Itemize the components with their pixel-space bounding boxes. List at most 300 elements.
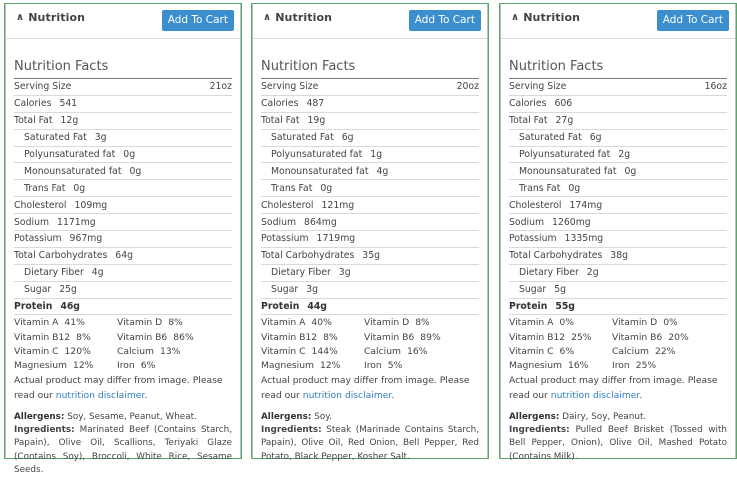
vitamin-value: 20% <box>668 331 689 343</box>
nutrient-label-text: Total Fat <box>509 115 548 127</box>
nutrient-value: 0g <box>624 165 637 177</box>
disclaimer-text: Actual product may differ from image. Please read our nutrition disclaimer. <box>261 375 470 401</box>
nutrient-value: 38g <box>610 250 629 262</box>
vitamin-label: Vitamin B6 <box>612 331 663 343</box>
vitamin-cell <box>364 317 479 328</box>
ingredients-label: Ingredients: <box>509 425 570 436</box>
chevron-up-icon[interactable]: ∧ <box>16 12 25 23</box>
nutrient-value: 6g <box>589 132 602 144</box>
vitamin-value: 13% <box>159 345 181 357</box>
section-title-text: Nutrition <box>28 11 86 24</box>
vitamin-label: Vitamin D <box>364 317 410 329</box>
nutrient-value: 4g <box>91 267 104 279</box>
nutrient-label-text: Total Carbohydrates <box>14 250 108 262</box>
nutrient-label-text: Protein <box>14 301 53 313</box>
ingredients-text <box>509 424 727 464</box>
nutrient-row <box>14 231 232 248</box>
allergens-value: Soy, Sesame, Peanut, Wheat. <box>67 412 197 423</box>
disclaimer-body: Actual product may differ from image. Please read our <box>261 375 470 401</box>
nutrient-row <box>261 265 479 282</box>
nutrient-label <box>261 166 479 177</box>
nutrient-row <box>509 163 727 180</box>
vitamin-label: Vitamin C <box>14 345 59 357</box>
header-divider <box>253 38 487 39</box>
nutrition-panel <box>251 3 489 462</box>
nutrient-value: 541 <box>59 98 78 110</box>
nutrient-label <box>261 98 479 109</box>
disclaimer-body: Actual product may differ from image. Please read our <box>14 375 223 401</box>
nutrient-value: 19g <box>307 115 326 127</box>
section-title-text: Nutrition <box>523 11 581 24</box>
nutrient-label <box>14 183 232 194</box>
vitamin-label: Magnesium <box>261 360 314 372</box>
nutrient-label-text: Potassium <box>509 233 557 245</box>
nutrient-row <box>509 130 727 147</box>
nutrient-label <box>14 284 232 295</box>
nutrient-label-text: Monounsaturated fat <box>519 165 617 177</box>
nutrient-label <box>509 183 727 194</box>
nutrient-row <box>14 130 232 147</box>
vitamin-label: Vitamin A <box>261 317 306 329</box>
nutrient-row <box>509 197 727 214</box>
section-title[interactable] <box>263 11 332 24</box>
nutrient-row <box>509 265 727 282</box>
nutrient-value: 606 <box>554 98 573 110</box>
nutrient-value: 44g <box>307 301 327 313</box>
nutrient-row <box>261 130 479 147</box>
nutrient-label-text: Monounsaturated fat <box>271 165 369 177</box>
allergens-label: Allergens: <box>261 412 312 423</box>
vitamin-row <box>14 344 232 358</box>
vitamin-label: Iron <box>364 360 382 372</box>
ingredients-text <box>14 424 232 477</box>
nutrient-value: 0g <box>123 149 136 160</box>
nutrient-label-text: Sugar <box>519 284 547 296</box>
nutrient-label <box>509 132 727 143</box>
nutrient-label-text: Saturated Fat <box>24 132 87 144</box>
nutrient-label <box>14 115 232 126</box>
nutrient-row <box>261 197 479 214</box>
nutrition-disclaimer-link[interactable]: nutrition disclaimer <box>302 389 392 401</box>
disclaimer-body: Actual product may differ from image. Please read our <box>509 375 718 401</box>
nutrient-value: 1g <box>370 149 383 160</box>
nutrient-value: 46g <box>60 301 80 313</box>
nutrient-label-text: Trans Fat <box>519 182 561 194</box>
nutrient-label-text: Serving Size <box>261 81 319 93</box>
nutrient-label-text: Trans Fat <box>271 182 313 194</box>
nutrient-value: 6g <box>341 132 354 144</box>
nutrient-label-text: Sodium <box>509 216 545 228</box>
nutrient-value: 5g <box>554 284 567 296</box>
nutrient-label-text: Sodium <box>14 216 50 228</box>
nutrient-row <box>509 299 727 316</box>
nutrient-row <box>14 113 232 130</box>
nutrient-row <box>261 214 479 231</box>
nutrient-row <box>261 248 479 265</box>
vitamin-label: Vitamin C <box>509 345 554 357</box>
nutrient-label-text: Cholesterol <box>14 199 67 211</box>
vitamin-cell <box>364 346 479 357</box>
nutrient-label <box>509 301 727 312</box>
vitamin-cell <box>261 332 364 343</box>
vitamin-label: Vitamin B6 <box>117 331 168 343</box>
nutrient-value: 4g <box>376 165 389 177</box>
nutrient-label-text: Polyunsaturated fat <box>519 149 611 160</box>
vitamin-label: Vitamin B12 <box>261 331 318 343</box>
add-to-cart-button[interactable]: Add To Cart <box>162 10 234 31</box>
vitamin-cell <box>509 317 612 328</box>
vitamin-label: Magnesium <box>14 360 67 372</box>
chevron-up-icon[interactable]: ∧ <box>511 12 520 23</box>
nutrition-facts-title: Nutrition Facts <box>14 59 109 74</box>
nutrient-row <box>14 79 232 96</box>
nutrient-value: 21oz <box>209 81 232 93</box>
nutrient-label <box>261 200 479 211</box>
nutrition-header[interactable] <box>501 4 735 34</box>
nutrient-label-text: Sugar <box>271 284 299 296</box>
vitamin-row <box>509 315 727 329</box>
nutrient-label <box>509 217 727 228</box>
nutrient-value: 1335mg <box>564 233 604 245</box>
vitamin-cell <box>14 346 117 357</box>
vitamin-cell <box>117 360 232 371</box>
nutrient-label <box>509 166 727 177</box>
nutrient-row <box>261 180 479 197</box>
nutrient-row <box>509 113 727 130</box>
nutrient-value: 864mg <box>304 216 337 228</box>
nutrient-row <box>509 214 727 231</box>
nutrient-row <box>261 96 479 113</box>
vitamin-value: 25% <box>571 331 592 343</box>
nutrient-row <box>509 180 727 197</box>
nutrient-label-text: Saturated Fat <box>271 132 334 144</box>
vitamin-row <box>14 330 232 344</box>
allergens-label: Allergens: <box>14 412 65 423</box>
vitamin-cell <box>261 317 364 328</box>
vitamin-label: Calcium <box>364 345 401 357</box>
vitamin-value: 5% <box>387 360 403 372</box>
vitamin-label: Calcium <box>117 345 154 357</box>
nutrient-row <box>14 197 232 214</box>
nutrient-label <box>261 115 479 126</box>
nutrient-row <box>509 282 727 299</box>
nutrient-row <box>509 79 727 96</box>
nutrient-label <box>509 98 727 109</box>
vitamin-cell <box>364 360 479 371</box>
nutrient-label-text: Total Fat <box>261 115 300 127</box>
vitamin-cell <box>364 332 479 343</box>
nutrient-value: 64g <box>115 250 134 262</box>
nutrient-row <box>14 282 232 299</box>
nutrition-header[interactable] <box>6 4 240 34</box>
vitamin-cell <box>509 360 612 371</box>
vitamin-value: 8% <box>323 331 338 343</box>
nutrient-value: 3g <box>338 267 351 279</box>
nutrient-value: 35g <box>362 250 381 262</box>
nutrient-label-text: Total Carbohydrates <box>261 250 355 262</box>
vitamin-label: Magnesium <box>509 360 562 372</box>
vitamin-value: 16% <box>406 345 428 357</box>
vitamin-label: Vitamin A <box>509 317 554 329</box>
vitamin-label: Iron <box>117 360 135 372</box>
nutrition-facts-title: Nutrition Facts <box>261 59 356 74</box>
vitamin-label: Iron <box>612 360 630 372</box>
nutrient-row <box>14 96 232 113</box>
nutrient-value: 0g <box>320 182 333 194</box>
vitamin-cell <box>509 346 612 357</box>
nutrient-value: 16oz <box>704 81 727 93</box>
nutrient-row <box>14 214 232 231</box>
vitamin-cell <box>14 332 117 343</box>
nutrient-value: 1171mg <box>57 216 96 228</box>
nutrient-label-text: Dietary Fiber <box>271 267 331 279</box>
ingredients-label: Ingredients: <box>261 425 322 436</box>
vitamin-cell <box>14 317 117 328</box>
vitamin-row <box>261 330 479 344</box>
nutrient-label-text: Polyunsaturated fat <box>271 149 363 160</box>
nutrient-label-text: Polyunsaturated fat <box>24 149 116 160</box>
nutrient-value: 20oz <box>456 81 479 93</box>
nutrition-panel <box>4 3 242 475</box>
nutrient-value: 3g <box>306 284 319 296</box>
nutrient-label-text: Sodium <box>261 216 297 228</box>
vitamin-label: Vitamin D <box>612 317 658 329</box>
nutrient-label-text: Calories <box>509 98 547 110</box>
ingredients-value: Marinated Beef (Contains Starch, Papain), Olive Oil, Scallions, Teriyaki Glaze (Contains Soy), Broccoli, White Rice, Sesame Seeds. <box>14 425 233 475</box>
nutrient-label <box>261 250 479 261</box>
chevron-up-icon[interactable]: ∧ <box>263 12 272 23</box>
nutrient-value: 109mg <box>74 199 108 211</box>
vitamin-value: 22% <box>654 345 676 357</box>
nutrient-label-text: Saturated Fat <box>519 132 582 144</box>
nutrition-header[interactable] <box>253 4 487 34</box>
nutrient-value: 12g <box>60 115 79 127</box>
panel-body <box>252 4 488 462</box>
nutrient-label <box>261 132 479 143</box>
vitamin-value: 16% <box>567 360 589 372</box>
nutrient-label <box>509 115 727 126</box>
section-title[interactable] <box>511 11 580 24</box>
nutrient-label-text: Protein <box>261 301 300 313</box>
nutrient-label <box>14 200 232 211</box>
panel-body <box>5 4 241 475</box>
allergens-text <box>14 411 232 424</box>
vitamin-row <box>261 315 479 329</box>
vitamin-value: 6% <box>559 345 575 357</box>
vitamin-label: Vitamin B12 <box>509 331 566 343</box>
vitamin-cell <box>612 346 727 357</box>
allergens-value: Soy. <box>314 412 332 423</box>
allergens-text <box>509 411 727 424</box>
vitamin-value: 0% <box>663 317 678 329</box>
nutrient-value: 55g <box>555 301 575 313</box>
vitamin-value: 12% <box>319 360 341 372</box>
panel-body <box>500 4 736 462</box>
allergens-label: Allergens: <box>509 412 560 423</box>
nutrient-value: 2g <box>586 267 599 279</box>
header-divider <box>6 38 240 39</box>
allergens-text <box>261 411 479 424</box>
nutrient-value: 174mg <box>569 199 603 211</box>
allergens-value: Dairy, Soy, Peanut. <box>562 412 647 423</box>
vitamin-value: 0% <box>559 317 574 329</box>
nutrient-value: 121mg <box>321 199 355 211</box>
nutrient-label <box>509 149 727 160</box>
nutrient-row <box>509 96 727 113</box>
nutrient-label <box>14 233 232 244</box>
ingredients-value: Pulled Beef Brisket (Tossed with Bell Pepper, Onion), Olive Oil, Mashed Potato (Contains Milk). <box>509 425 728 462</box>
nutrient-label-text: Serving Size <box>509 81 567 93</box>
nutrient-row <box>509 231 727 248</box>
vitamin-row <box>261 359 479 373</box>
nutrient-value: 25g <box>59 284 77 296</box>
vitamin-cell <box>14 360 117 371</box>
vitamin-value: 40% <box>311 317 332 329</box>
vitamin-row <box>261 344 479 358</box>
nutrient-label <box>261 149 479 160</box>
nutrient-value: 487 <box>306 98 325 110</box>
ingredients-text <box>261 424 479 464</box>
nutrient-label <box>261 233 479 244</box>
vitamin-cell <box>117 332 232 343</box>
nutrient-row <box>14 180 232 197</box>
vitamin-cell <box>612 317 727 328</box>
nutrient-label-text: Dietary Fiber <box>519 267 579 279</box>
nutrient-row <box>14 248 232 265</box>
add-to-cart-button[interactable]: Add To Cart <box>657 10 729 31</box>
nutrient-label-text: Potassium <box>14 233 62 245</box>
nutrient-value: 967mg <box>69 233 103 245</box>
nutrient-row <box>14 265 232 282</box>
vitamin-value: 25% <box>635 360 657 372</box>
nutrient-row <box>261 147 479 164</box>
nutrient-label <box>14 217 232 228</box>
nutrition-rows <box>14 79 232 477</box>
vitamin-value: 89% <box>420 331 441 343</box>
nutrient-label <box>509 233 727 244</box>
nutrient-value: 0g <box>568 182 581 194</box>
vitamin-cell <box>509 332 612 343</box>
nutrient-label-text: Monounsaturated fat <box>24 165 122 177</box>
disclaimer-text: Actual product may differ from image. Please read our nutrition disclaimer. <box>509 375 718 401</box>
nutrient-row <box>14 147 232 164</box>
vitamin-value: 6% <box>140 360 156 372</box>
nutrient-label-text: Sugar <box>24 284 52 296</box>
nutrient-label-text: Calories <box>261 98 299 110</box>
nutrient-row <box>509 248 727 265</box>
vitamin-label: Vitamin B12 <box>14 331 71 343</box>
nutrition-facts-title: Nutrition Facts <box>509 59 604 74</box>
vitamin-row <box>509 359 727 373</box>
nutrient-label-text: Total Fat <box>14 115 53 127</box>
nutrient-row <box>261 113 479 130</box>
nutrient-label-text: Protein <box>509 301 548 313</box>
nutrient-value: 0g <box>73 182 86 194</box>
vitamin-value: 144% <box>311 345 338 357</box>
vitamin-value: 8% <box>415 317 430 329</box>
nutrient-label <box>509 200 727 211</box>
nutrient-label <box>14 81 204 92</box>
nutrient-label <box>261 284 479 295</box>
nutrient-value: 2g <box>618 149 631 160</box>
vitamin-value: 86% <box>173 331 194 343</box>
vitamin-cell <box>117 346 232 357</box>
nutrient-label <box>14 250 232 261</box>
nutrient-label <box>14 98 232 109</box>
nutrition-disclaimer-link[interactable]: nutrition disclaimer <box>550 389 640 401</box>
nutrient-value: 27g <box>555 115 574 127</box>
vitamin-label: Vitamin A <box>14 317 59 329</box>
nutrient-row <box>261 163 479 180</box>
nutrient-label-text: Serving Size <box>14 81 72 93</box>
nutrient-label <box>261 217 479 228</box>
nutrient-label-text: Dietary Fiber <box>24 267 84 279</box>
vitamin-value: 120% <box>64 345 91 357</box>
nutrient-row <box>261 299 479 316</box>
vitamin-cell <box>261 346 364 357</box>
vitamin-label: Vitamin B6 <box>364 331 415 343</box>
nutrition-disclaimer-link[interactable]: nutrition disclaimer <box>55 389 145 401</box>
nutrition-rows <box>261 79 479 464</box>
nutrient-label <box>509 267 727 278</box>
ingredients-value: Steak (Marinade Contains Starch, Papain), Olive Oil, Red Onion, Bell Pepper, Red Potato, Black Pepper, Kosher Salt. <box>261 425 480 462</box>
vitamin-label: Vitamin D <box>117 317 163 329</box>
vitamin-value: 12% <box>72 360 94 372</box>
nutrient-row <box>261 282 479 299</box>
nutrient-label-text: Total Carbohydrates <box>509 250 603 262</box>
vitamin-cell <box>612 360 727 371</box>
nutrient-row <box>509 147 727 164</box>
vitamin-row <box>14 359 232 373</box>
nutrient-label <box>509 250 727 261</box>
nutrient-label <box>14 132 232 143</box>
nutrient-label-text: Cholesterol <box>509 199 562 211</box>
vitamin-value: 8% <box>168 317 183 329</box>
nutrient-value: 1719mg <box>316 233 356 245</box>
nutrient-label <box>14 267 232 278</box>
nutrient-label <box>509 81 699 92</box>
add-to-cart-button[interactable]: Add To Cart <box>409 10 481 31</box>
nutrient-value: 1260mg <box>552 216 591 228</box>
nutrient-label <box>14 166 232 177</box>
nutrient-label <box>261 81 451 92</box>
nutrient-label <box>261 183 479 194</box>
nutrient-label <box>261 301 479 312</box>
nutrient-label <box>14 149 232 160</box>
vitamin-row <box>509 344 727 358</box>
vitamin-cell <box>117 317 232 328</box>
vitamin-label: Calcium <box>612 345 649 357</box>
nutrient-label <box>509 284 727 295</box>
nutrient-label-text: Calories <box>14 98 52 110</box>
nutrient-label <box>261 267 479 278</box>
vitamin-value: 8% <box>76 331 91 343</box>
section-title[interactable] <box>16 11 85 24</box>
nutrient-row <box>14 163 232 180</box>
nutrition-panel <box>499 3 737 462</box>
nutrient-value: 3g <box>94 132 107 144</box>
nutrient-value: 0g <box>129 165 142 177</box>
ingredients-label: Ingredients: <box>14 425 75 436</box>
nutrient-row <box>261 79 479 96</box>
nutrient-label-text: Trans Fat <box>24 182 66 194</box>
vitamin-row <box>509 330 727 344</box>
section-title-text: Nutrition <box>275 11 333 24</box>
nutrient-label <box>14 301 232 312</box>
nutrient-label-text: Potassium <box>261 233 309 245</box>
nutrient-row <box>261 231 479 248</box>
vitamin-value: 41% <box>64 317 85 329</box>
